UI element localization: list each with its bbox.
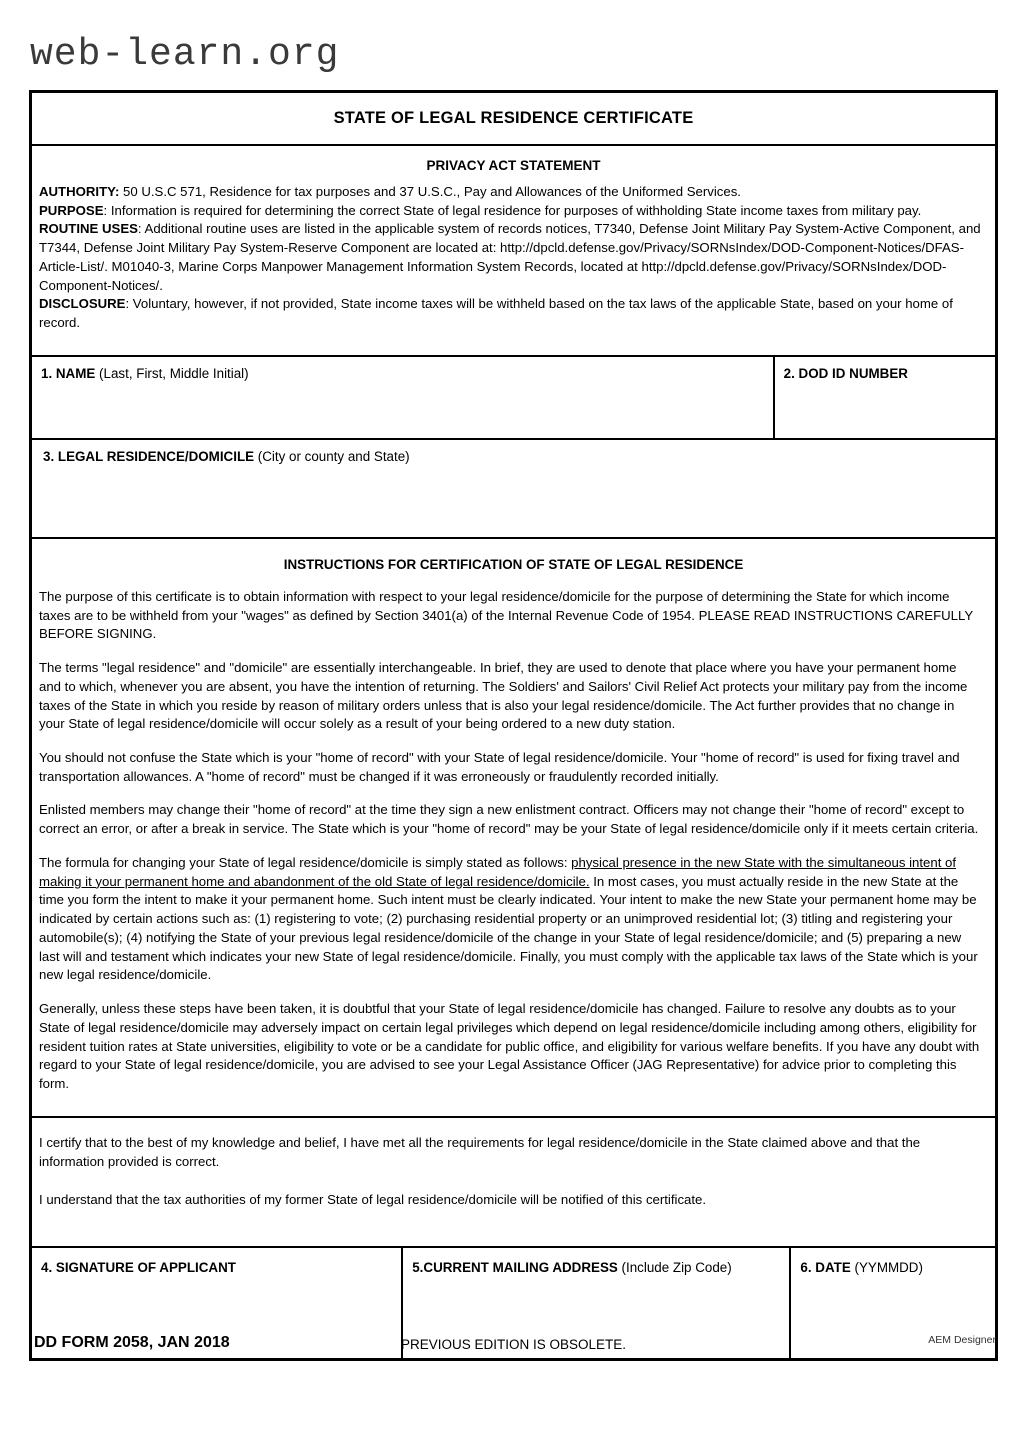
privacy-purpose-line (39, 202, 984, 221)
routine-uses-text: : Additional routine uses are listed in the applicable system of records notices, T7340, Defense Joint Military Pay System-Active Component, and T7344, Defense Joint Military Pay System-Reserve Component are located at: http://dpcld.defense.gov/Privacy/SORNsIndex/DOD-Component-Notices/DFAS-Article-List/. M01040-3, Marine Corps Manpower Management Information System Records, located at http://dpcld.defense.gov/Privacy/SORNsIndex/DOD-Component-Notices/. (39, 221, 981, 293)
field-dod-id-label: 2. DOD ID NUMBER (783, 365, 908, 381)
disclosure-label: DISCLOSURE (39, 296, 126, 312)
instructions-paragraph-4: Enlisted members may change their "home of record" at the time they sign a new enlistment contract. Officers may not change their "home of record" except to correct an error, or after a break in service. The State which is your "home of record" may be your State of legal residence/domicile only if it meets certain criteria. (39, 802, 979, 837)
formula-intro-text: The formula for changing your State of legal residence/domicile is simply stated as follows: (39, 854, 572, 870)
field-name-number: 1. NAME (41, 365, 96, 381)
field-name-label (41, 366, 773, 381)
field-legal-residence-label (43, 449, 995, 464)
site-watermark: web-learn.org (30, 33, 340, 76)
instructions-section (32, 537, 995, 1116)
field-name[interactable] (32, 357, 775, 438)
field-date-hint: (YYMMDD) (850, 1259, 923, 1275)
authority-text: 50 U.S.C 571, Residence for tax purposes and 37 U.S.C., Pay and Allowances of the Uniformed Services. (119, 184, 741, 199)
instructions-paragraph-6: Generally, unless these steps have been taken, it is doubtful that your State of legal residence/domicile has changed. Failure to resolve any doubts as to your State of legal residence/domicile may adversely impact on certain legal privileges which depend on legal residence/domicile including among others, eligibility for resident tuition rates at State universities, eligibility to vote or be a candidate for public office, and eligibility for various welfare benefits. If you have any doubt with regard to your State of legal residence/domicile, you are advised to see your Legal Assistance Officer (JAG Representative) for advice prior to completing this form. (39, 1001, 980, 1092)
footer-designer-credit: AEM Designer (928, 1334, 996, 1346)
privacy-act-section (32, 144, 995, 355)
instructions-heading: INSTRUCTIONS FOR CERTIFICATION OF STATE OF LEGAL RESIDENCE (283, 556, 744, 572)
field-legal-residence[interactable] (32, 438, 995, 537)
purpose-label: PURPOSE (39, 202, 104, 218)
privacy-disclosure-line (39, 295, 984, 332)
privacy-routine-line (39, 220, 984, 295)
footer-form-id: DD FORM 2058, JAN 2018 (34, 1334, 230, 1351)
privacy-authority-line (39, 183, 984, 202)
formula-remainder-text: In most cases, you must actually reside in the new State at the time you form the intent to make it your permanent home. Such intent must be clearly indicated. Your intent to make the new State your permanent home may be indicated by certain actions such as: (1) registering to vote; (2) purchasing residential property or an unimproved residential lot; (3) titling and registering your automobile(s); (4) notifying the State of your previous legal residence/domicile of the change in your State of legal residence/domicile; and (5) preparing a new last will and testament which indicates your new State of legal residence/domicile. Finally, you must comply with the applicable tax laws of the State which is your new legal residence/domicile. (39, 873, 978, 983)
field-name-hint: (Last, First, Middle Initial) (95, 365, 249, 381)
field-address-hint: (Include Zip Code) (617, 1259, 732, 1275)
privacy-act-body (32, 183, 995, 347)
certification-section (32, 1116, 995, 1246)
identity-fields-row (32, 355, 995, 438)
certification-paragraph-2: I understand that the tax authorities of my former State of legal residence/domicile will be notified of this certificate. (39, 1192, 707, 1208)
purpose-text: : Information is required for determining the correct State of legal residence for purposes of withholding State income taxes from military pay. (103, 202, 922, 218)
disclosure-text: : Voluntary, however, if not provided, State income taxes will be withheld based on the tax laws of the applicable State, based on your home of record. (39, 296, 953, 331)
form-footer (29, 1334, 998, 1360)
field-legal-residence-hint: (City or county and State) (254, 448, 410, 464)
footer-edition-note: PREVIOUS EDITION IS OBSOLETE. (400, 1337, 627, 1352)
authority-label: AUTHORITY: (39, 184, 120, 199)
instructions-paragraph-5 (39, 854, 981, 985)
instructions-paragraph-2: The terms "legal residence" and "domicile" are essentially interchangeable. In brief, they are used to denote that place where you have your permanent home and to which, whenever you are absent, you have the intention of returning. The Soldiers' and Sailors' Civil Relief Act protects your military pay from the income taxes of the State in which you reside by reason of military orders unless that is also your legal residence/domicile. The Act further provides that no change in your State of legal residence/domicile will occur solely as a result of your being ordered to a new duty station. (39, 660, 968, 732)
routine-uses-label: ROUTINE USES (39, 221, 138, 237)
field-signature-label: 4. SIGNATURE OF APPLICANT (41, 1259, 236, 1275)
certification-paragraph-1: I certify that to the best of my knowledge and belief, I have met all the requirements for legal residence/domicile in the State claimed above and that the information provided is correct. (39, 1134, 921, 1169)
instructions-body (32, 588, 995, 1116)
form-title: STATE OF LEGAL RESIDENCE CERTIFICATE (333, 109, 694, 127)
dd-form-2058 (29, 90, 998, 1361)
field-legal-residence-number: 3. LEGAL RESIDENCE/DOMICILE (43, 448, 255, 464)
field-address-label: 5.CURRENT MAILING ADDRESS (412, 1259, 618, 1275)
field-date-label: 6. DATE (800, 1259, 851, 1275)
instructions-paragraph-1: The purpose of this certificate is to obtain information with respect to your legal residence/domicile for the purpose of determining the State for which income taxes are to be withheld from your "wages" as defined by Section 3401(a) of the Internal Revenue Code of 1954. PLEASE READ INSTRUCTIONS CAREFULLY BEFORE SIGNING. (39, 588, 973, 642)
formula-underlined-text: physical presence in the new State with the simultaneous intent of making it your permanent home and abandonment of the old State of legal residence/domicile. (39, 854, 957, 889)
field-dod-id-number[interactable] (775, 357, 995, 438)
instructions-paragraph-3: You should not confuse the State which is your "home of record" with your State of legal residence/domicile. Your "home of record" is used for fixing travel and transportation allowances. A "home of record" must be changed if it was erroneously or fraudulently recorded initially. (39, 750, 960, 784)
privacy-act-heading: PRIVACY ACT STATEMENT (426, 158, 601, 173)
